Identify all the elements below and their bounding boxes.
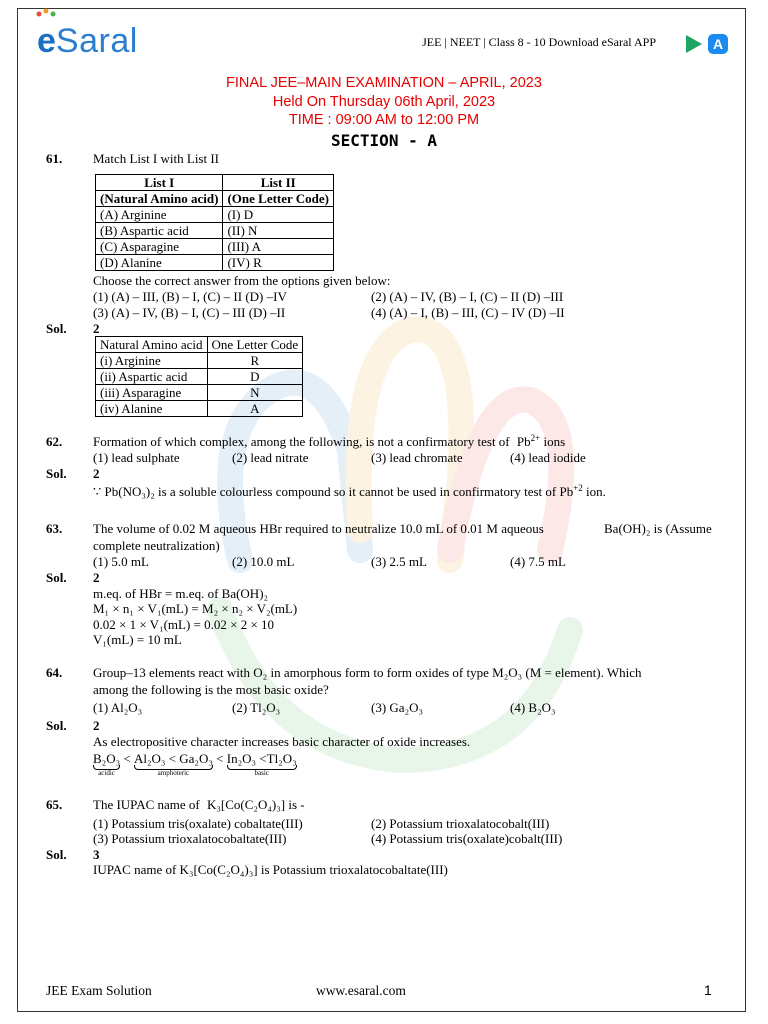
solution-label: Sol.: [46, 718, 67, 733]
answer: 2: [93, 570, 100, 585]
logo-e: e: [37, 22, 56, 61]
solution-label: Sol.: [46, 570, 67, 585]
table-cell: (IV) R: [223, 255, 334, 271]
exam-time: TIME : 09:00 AM to 12:00 PM: [288, 112, 480, 128]
option-3: (3) Potassium trioxalatocobaltate(III): [93, 831, 287, 846]
option-2: (2) Potassium trioxalatocobalt(III): [371, 816, 550, 831]
answer: 3: [93, 847, 100, 862]
question-text: The IUPAC name of K₃[Co(C₂O₄)₃] is -: [93, 797, 305, 812]
instruction-text: Choose the correct answer from the options given below:: [93, 273, 391, 288]
question-text-cont: among the following is the most basic oxide?: [93, 682, 329, 697]
question-text: Match List I with List II: [93, 151, 220, 166]
page-number: 1: [704, 982, 712, 998]
table-cell: (ii) Aspartic acid: [96, 369, 208, 385]
solution-text: IUPAC name of K₃[Co(C₂O₄)₃] is Potassium trioxalatocobaltate(III): [93, 862, 448, 877]
table-cell: (D) Alanine: [96, 255, 223, 271]
question-text: Group–13 elements react with O₂ in amorphous form to form oxides of type M₂O₃ (M = element). Which: [93, 665, 642, 680]
solution-line: M₁ × n₁ × V₁(mL) = M₂ × n₂ × V₂(mL): [93, 601, 298, 616]
table-cell: N: [207, 385, 303, 401]
solution-table: [95, 336, 303, 417]
table-cell: (III) A: [223, 239, 334, 255]
table-cell: (II) N: [223, 223, 334, 239]
logo-sparkle-icon: [35, 8, 57, 38]
option-3: (3) 2.5 mL: [371, 554, 427, 569]
option-4: (4) lead iodide: [510, 450, 586, 465]
table-cell: (iii) Asparagine: [96, 385, 208, 401]
option-1: (1) Al₂O₃: [93, 700, 143, 715]
exam-title: FINAL JEE–MAIN EXAMINATION – APRIL, 2023: [226, 75, 542, 91]
amphoteric-group: Al₂O₃ < Ga₂O₃ amphoteric: [133, 751, 213, 777]
page-header: [17, 8, 746, 70]
list-header: List II: [223, 175, 334, 191]
solution-explanation: As electropositive character increases basic character of oxide increases.: [93, 734, 471, 749]
list-subheader: (One Letter Code): [223, 191, 334, 207]
option-3: (3) (A) – IV, (B) – I, (C) – III (D) –II: [93, 305, 286, 320]
solution-label: Sol.: [46, 847, 67, 862]
header-links[interactable]: JEE | NEET | Class 8 - 10 Download eSaral APP: [422, 35, 656, 49]
table-cell: R: [207, 353, 303, 369]
app-store-icon[interactable]: A: [708, 34, 728, 54]
answer: 2: [93, 718, 100, 733]
solution-line: 0.02 × 1 × V₁(mL) = 0.02 × 2 × 10: [93, 617, 275, 632]
acidic-group: B₂O₃ acidic: [93, 751, 121, 777]
list-header: List I: [96, 175, 223, 191]
option-2: (2) (A) – IV, (B) – I, (C) – II (D) –III: [371, 289, 564, 304]
section-title: SECTION - A: [331, 131, 437, 150]
match-list-table: [95, 174, 334, 271]
question-number: 63.: [46, 521, 63, 536]
table-cell: (C) Asparagine: [96, 239, 223, 255]
option-1: (1) Potassium tris(oxalate) cobaltate(III): [93, 816, 303, 831]
question-text-cont: complete neutralization): [93, 538, 220, 553]
option-1: (1) 5.0 mL: [93, 554, 149, 569]
solution-label: Sol.: [46, 466, 67, 481]
logo-text: Saral: [55, 22, 138, 60]
table-cell: (iv) Alanine: [96, 401, 208, 417]
ion-formula: $Pb^{2+}$: [516, 433, 541, 449]
basic-group: In₂O₃ <Tl₂O₃ basic: [226, 751, 297, 777]
ion-suffix: ions: [543, 434, 566, 449]
footer-label: JEE Exam Solution: [46, 983, 152, 998]
option-2: (2) Tl₂O₃: [232, 700, 281, 715]
question-text-cont: Ba(OH)₂ is (Assume: [604, 521, 712, 536]
table-cell: (B) Aspartic acid: [96, 223, 223, 239]
list-subheader: (Natural Amino acid): [96, 191, 223, 207]
option-4: (4) B₂O₃: [510, 700, 556, 715]
option-4: (4) Potassium tris(oxalate)cobalt(III): [371, 831, 563, 846]
option-2: (2) lead nitrate: [232, 450, 309, 465]
store-icons: [686, 34, 728, 54]
option-3: (3) Ga₂O₃: [371, 700, 424, 715]
answer: 2: [93, 466, 100, 481]
solution-label: Sol.: [46, 321, 67, 336]
question-number: 62.: [46, 434, 63, 449]
table-header: One Letter Code: [207, 337, 303, 353]
answer: 2: [93, 321, 100, 336]
question-text: The volume of 0.02 M aqueous HBr required to neutralize 10.0 mL of 0.01 M aqueous: [93, 521, 544, 536]
esaral-logo[interactable]: [37, 22, 138, 61]
table-cell: (I) D: [223, 207, 334, 223]
question-number: 64.: [46, 665, 63, 680]
basicity-order: B₂O₃ acidic < Al₂O₃ < Ga₂O₃ amphoteric < In₂O₃ <Tl₂O₃ basic: [93, 751, 297, 777]
solution-line: V₁(mL) = 10 mL: [93, 632, 182, 647]
option-1: (1) lead sulphate: [93, 450, 180, 465]
question-number: 65.: [46, 797, 63, 812]
option-4: (4) 7.5 mL: [510, 554, 566, 569]
solution-text: ∵ Pb(NO₃)₂ is a soluble colourless compound so it cannot be used in confirmatory test of $Pb^{+2}$ ion.: [93, 483, 606, 499]
google-play-icon[interactable]: [686, 35, 702, 53]
question-body: Formation of which complex, among the following, is not a confirmatory test of: [93, 434, 510, 449]
solution-line: m.eq. of HBr = m.eq. of Ba(OH)₂: [93, 586, 269, 601]
footer-website-link[interactable]: www.esaral.com: [316, 983, 406, 998]
table-cell: A: [207, 401, 303, 417]
question-number: 61.: [46, 151, 63, 166]
option-4: (4) (A) – I, (B) – III, (C) – IV (D) –II: [371, 305, 565, 320]
table-cell: D: [207, 369, 303, 385]
option-2: (2) 10.0 mL: [232, 554, 295, 569]
question-text: [93, 434, 565, 450]
option-1: (1) (A) – III, (B) – I, (C) – II (D) –IV: [93, 289, 287, 304]
table-cell: (i) Arginine: [96, 353, 208, 369]
option-3: (3) lead chromate: [371, 450, 463, 465]
table-header: Natural Amino acid: [96, 337, 208, 353]
table-cell: (A) Arginine: [96, 207, 223, 223]
exam-date: Held On Thursday 06th April, 2023: [272, 94, 496, 110]
